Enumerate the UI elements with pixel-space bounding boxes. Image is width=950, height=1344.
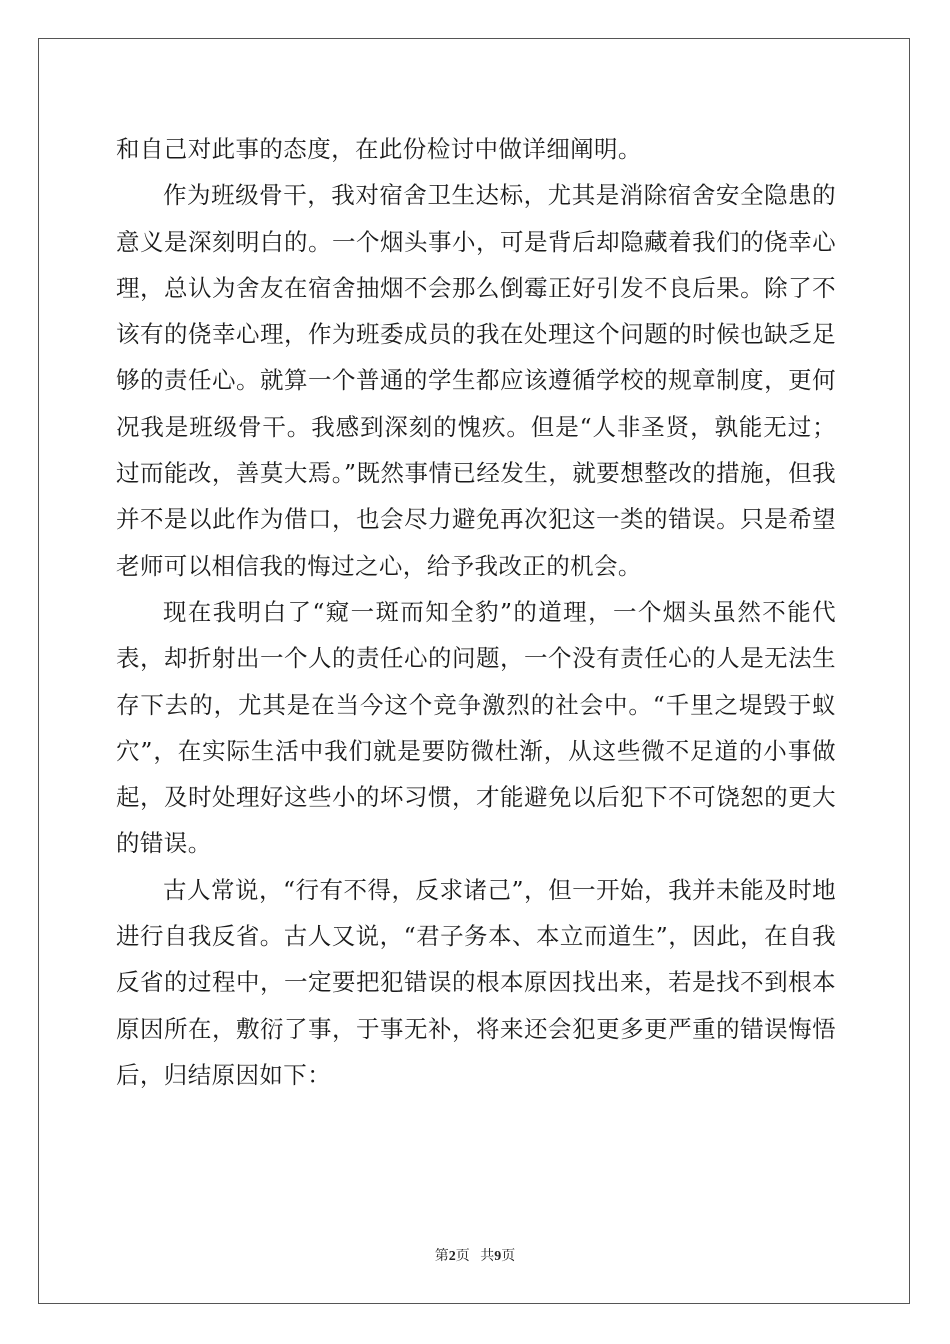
paragraph: 现在我明白了“窥一斑而知全豹”的道理，一个烟头虽然不能代表，却折射出一个人的责任心的问题，一个没有责任心的人是无法生存下去的，尤其是在当今这个竞争激烈的社会中。“千里之堤毁于蚁穴”，在实际生活中我们就是要防微杜渐，从这些微不足道的小事做起，及时处理好这些小的坏习惯，才能避免以后犯下不可饶恕的更大的错误。 [116, 597, 836, 858]
paragraph-continued: 和自己对此事的态度，在此份检讨中做详细阐明。 [116, 135, 642, 163]
page-prefix: 第 [434, 1249, 449, 1264]
page-number: 2 [448, 1249, 456, 1264]
total-prefix: 共 [480, 1249, 495, 1264]
page-footer [0, 1245, 950, 1265]
page-suffix: 页 [455, 1249, 470, 1264]
total-suffix: 页 [501, 1249, 516, 1264]
paragraph: 古人常说，“行有不得，反求诸己”，但一开始，我并未能及时地进行自我反省。古人又说，“君子务本、本立而道生”，因此，在自我反省的过程中，一定要把犯错误的根本原因找出来，若是找不到根本原因所在，敷衍了事，于事无补，将来还会犯更多更严重的错误悔悟后，归结原因如下： [116, 875, 836, 1089]
total-pages: 9 [494, 1249, 502, 1264]
document-body [116, 126, 836, 1098]
paragraph: 作为班级骨干，我对宿舍卫生达标，尤其是消除宿舍安全隐患的意义是深刻明白的。一个烟头事小，可是背后却隐藏着我们的侥幸心理，总认为舍友在宿舍抽烟不会那么倒霉正好引发不良后果。除了不该有的侥幸心理，作为班委成员的我在处理这个问题的时候也缺乏足够的责任心。就算一个普通的学生都应该遵循学校的规章制度，更何况我是班级骨干。我感到深刻的愧疚。但是“人非圣贤，孰能无过；过而能改，善莫大焉。”既然事情已经发生，就要想整改的措施，但我并不是以此作为借口，也会尽力避免再次犯这一类的错误。只是希望老师可以相信我的悔过之心，给予我改正的机会。 [116, 181, 836, 580]
